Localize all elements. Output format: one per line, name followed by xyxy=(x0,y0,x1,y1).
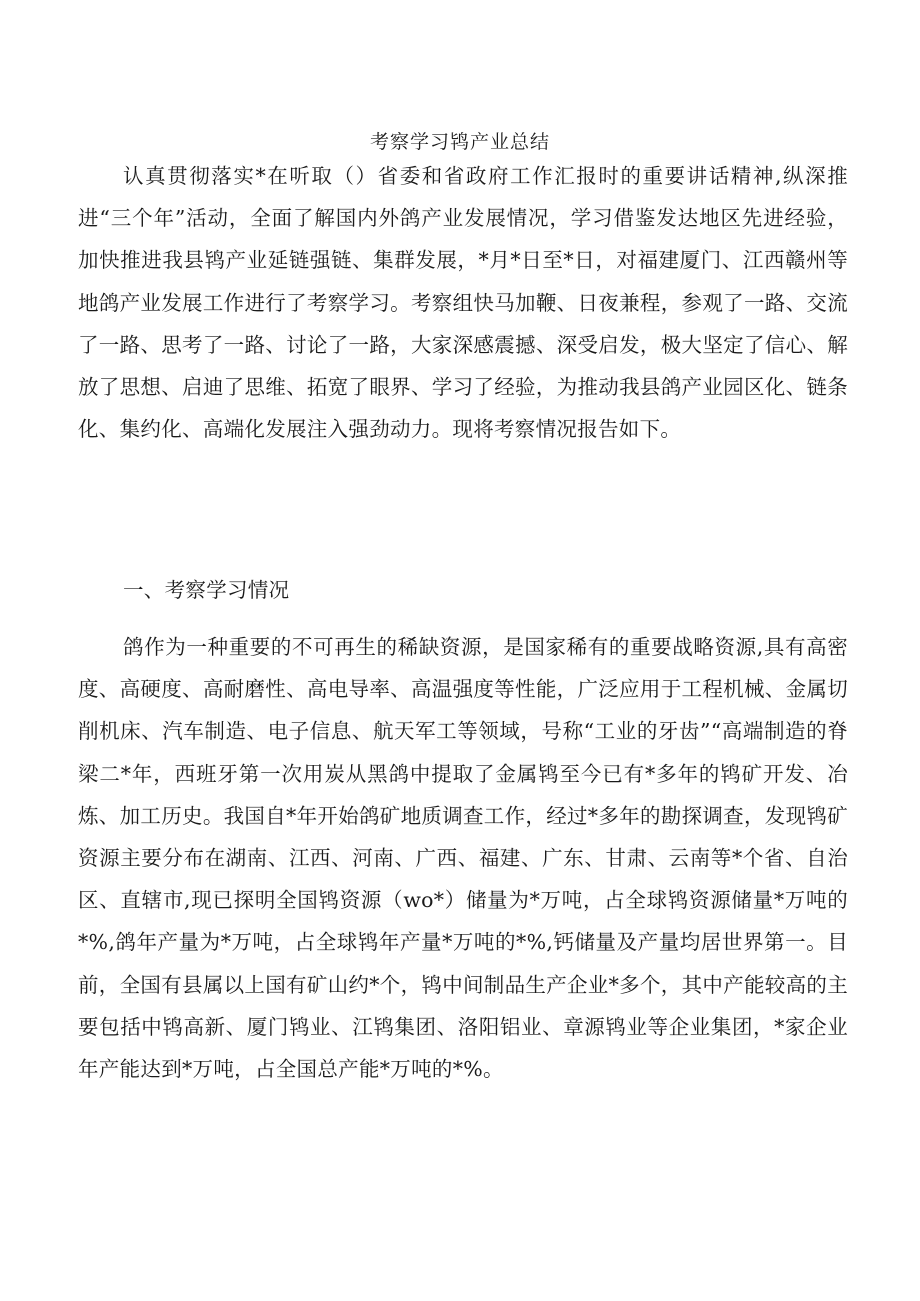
document-title: 考察学习鸨产业总结 xyxy=(369,131,550,153)
intro-paragraph: 认真贯彻落实*在听取（）省委和省政府工作汇报时的重要讲话精神,纵深推进“三个年”活动，全面了解国内外鸽产业发展情况，学习借鉴发达地区先进经验，加快推进我县鸨产业延链强链、集群发展，*月*日至*日，对福建厦门、江西赣州等地鸽产业发展工作进行了考察学习。考察组快马加鞭、日夜兼程，参观了一路、交流了一路、思考了一路、讨论了一路，大家深感震撼、深受启发，极大坚定了信心、解放了思想、启迪了思维、拓宽了眼界、学习了经验，为推动我县鸽产业园区化、链条化、集约化、高端化发展注入强劲动力。现将考察情况报告如下。 xyxy=(78,164,848,442)
section-heading: 一、考察学习情况 xyxy=(123,578,290,602)
section-paragraph: 鸽作为一种重要的不可再生的稀缺资源，是国家稀有的重要战略资源,具有高密度、高硬度、高耐磨性、高电导率、高温强度等性能，广泛应用于工程机械、金属切削机床、汽车制造、电子信息、航天军工等领域，号称“工业的牙齿”“高端制造的脊梁二*年，西班牙第一次用炭从黑鸽中提取了金属鸨至今已有*多年的鸨矿开发、冶炼、加工历史。我国自*年开始鸽矿地质调查工作，经过*多年的勘探调查，发现鸨矿资源主要分布在湖南、江西、河南、广西、福建、广东、甘肃、云南等*个省、自治区、直辖市,现已探明全国鸨资源（wo*）储量为*万吨，占全球鸨资源储量*万吨的*%,鸽年产量为*万吨，占全球鸨年产量*万吨的*%,钙储量及产量均居世界第一。目前，全国有县属以上国有矿山约*个，鸨中间制品生产企业*多个，其中产能较高的主要包括中鸨高新、厦门鸨业、江鸨集团、洛阳铝业、章源鸨业等企业集团，*家企业年产能达到*万吨，占全国总产能*万吨的*%。 xyxy=(78,635,848,1082)
